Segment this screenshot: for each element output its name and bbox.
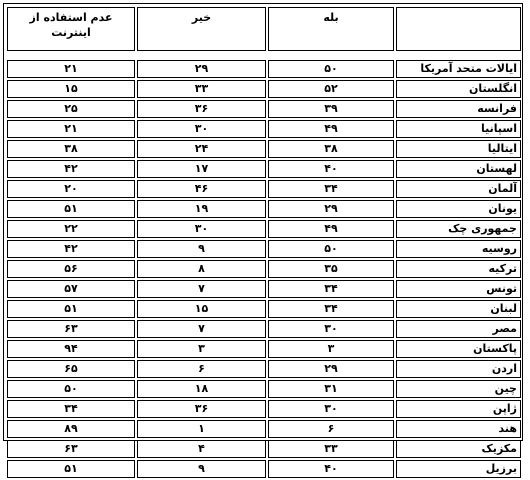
cell-country: ایالات متحد آمریکا	[396, 60, 521, 78]
cell-country: مکزیک	[396, 440, 521, 458]
cell-country: لبنان	[396, 300, 521, 318]
cell-no: ۲۹	[137, 60, 266, 78]
table-row	[7, 60, 521, 78]
table-row	[7, 340, 521, 358]
cell-country: پاکستان	[396, 340, 521, 358]
cell-no: ۳	[137, 340, 266, 358]
cell-not-using: ۵۶	[7, 260, 135, 278]
cell-country: ایتالیا	[396, 140, 521, 158]
cell-not-using: ۲۱	[7, 120, 135, 138]
cell-no: ۳۶	[137, 400, 266, 418]
cell-not-using: ۴۲	[7, 240, 135, 258]
cell-no: ۹	[137, 460, 266, 478]
cell-no: ۳۶	[137, 100, 266, 118]
cell-not-using: ۲۱	[7, 60, 135, 78]
table-row	[7, 220, 521, 238]
cell-not-using: ۲۲	[7, 220, 135, 238]
table-row	[7, 140, 521, 158]
cell-no: ۱۹	[137, 200, 266, 218]
cell-not-using: ۵۷	[7, 280, 135, 298]
cell-yes: ۳۳	[268, 440, 394, 458]
table-row	[7, 120, 521, 138]
cell-no: ۸	[137, 260, 266, 278]
cell-country: برزیل	[396, 460, 521, 478]
table-row	[7, 100, 521, 118]
cell-no: ۹	[137, 240, 266, 258]
cell-no: ۶	[137, 360, 266, 378]
header-row	[7, 7, 521, 51]
cell-yes: ۲۹	[268, 200, 394, 218]
cell-no: ۳۳	[137, 80, 266, 98]
cell-country: لهستان	[396, 160, 521, 178]
header-no: خیر	[137, 7, 266, 51]
cell-yes: ۴۰	[268, 160, 394, 178]
table-header	[7, 7, 521, 51]
table-row	[7, 260, 521, 278]
survey-table	[5, 5, 523, 480]
cell-no: ۱	[137, 420, 266, 438]
cell-yes: ۶	[268, 420, 394, 438]
cell-not-using: ۱۵	[7, 80, 135, 98]
cell-not-using: ۲۵	[7, 100, 135, 118]
cell-yes: ۳۹	[268, 100, 394, 118]
cell-yes: ۴۹	[268, 120, 394, 138]
cell-country: روسیه	[396, 240, 521, 258]
cell-not-using: ۶۵	[7, 360, 135, 378]
cell-country: چین	[396, 380, 521, 398]
cell-no: ۳۰	[137, 120, 266, 138]
cell-country: هند	[396, 420, 521, 438]
table-row	[7, 400, 521, 418]
cell-yes: ۵۰	[268, 240, 394, 258]
header-country	[396, 7, 521, 51]
table-row	[7, 420, 521, 438]
table-row	[7, 280, 521, 298]
table-body	[7, 53, 521, 478]
cell-no: ۱۵	[137, 300, 266, 318]
cell-yes: ۳۴	[268, 280, 394, 298]
cell-country: ژاپن	[396, 400, 521, 418]
cell-country: ترکیه	[396, 260, 521, 278]
cell-yes: ۲۹	[268, 360, 394, 378]
cell-not-using: ۶۳	[7, 440, 135, 458]
cell-not-using: ۹۴	[7, 340, 135, 358]
cell-yes: ۵۲	[268, 80, 394, 98]
cell-country: مصر	[396, 320, 521, 338]
cell-not-using: ۳۸	[7, 140, 135, 158]
cell-yes: ۴۹	[268, 220, 394, 238]
cell-country: یونان	[396, 200, 521, 218]
cell-yes: ۳۱	[268, 380, 394, 398]
cell-not-using: ۵۱	[7, 300, 135, 318]
header-yes: بله	[268, 7, 394, 51]
cell-not-using: ۵۱	[7, 200, 135, 218]
cell-no: ۷	[137, 320, 266, 338]
cell-yes: ۳۴	[268, 300, 394, 318]
cell-no: ۷	[137, 280, 266, 298]
table-row	[7, 440, 521, 458]
cell-yes: ۵۰	[268, 60, 394, 78]
cell-country: اردن	[396, 360, 521, 378]
cell-country: انگلستان	[396, 80, 521, 98]
cell-not-using: ۵۰	[7, 380, 135, 398]
cell-no: ۱۸	[137, 380, 266, 398]
cell-yes: ۳۴	[268, 180, 394, 198]
cell-country: فرانسه	[396, 100, 521, 118]
cell-not-using: ۴۲	[7, 160, 135, 178]
table-row	[7, 360, 521, 378]
cell-yes: ۳	[268, 340, 394, 358]
cell-no: ۲۴	[137, 140, 266, 158]
cell-not-using: ۵۱	[7, 460, 135, 478]
cell-country: اسپانیا	[396, 120, 521, 138]
table-row	[7, 460, 521, 478]
table-row	[7, 160, 521, 178]
cell-yes: ۳۵	[268, 260, 394, 278]
table-row	[7, 200, 521, 218]
cell-yes: ۳۸	[268, 140, 394, 158]
table-row	[7, 240, 521, 258]
cell-yes: ۳۰	[268, 400, 394, 418]
cell-not-using: ۲۰	[7, 180, 135, 198]
cell-not-using: ۶۳	[7, 320, 135, 338]
table-row	[7, 380, 521, 398]
table-row	[7, 320, 521, 338]
cell-not-using: ۳۴	[7, 400, 135, 418]
table-row	[7, 80, 521, 98]
table-row	[7, 300, 521, 318]
cell-yes: ۴۰	[268, 460, 394, 478]
cell-no: ۳۰	[137, 220, 266, 238]
cell-no: ۴۶	[137, 180, 266, 198]
table-row	[7, 180, 521, 198]
cell-country: آلمان	[396, 180, 521, 198]
cell-no: ۴	[137, 440, 266, 458]
cell-yes: ۳۰	[268, 320, 394, 338]
cell-no: ۱۷	[137, 160, 266, 178]
cell-not-using: ۸۹	[7, 420, 135, 438]
cell-country: جمهوری چک	[396, 220, 521, 238]
cell-country: تونس	[396, 280, 521, 298]
header-gap	[7, 53, 521, 58]
header-not-using: عدم استفاده از اینترنت	[7, 7, 135, 51]
